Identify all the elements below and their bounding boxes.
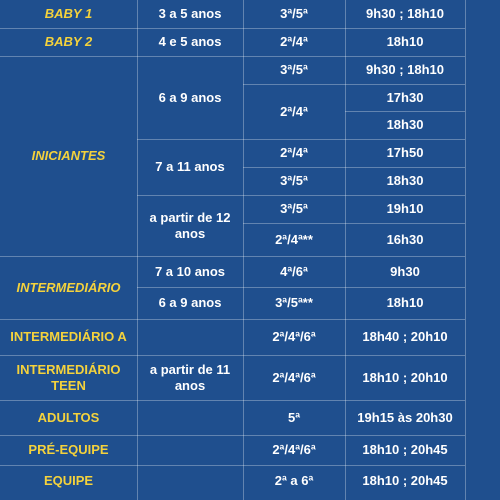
time-cell: 18h30 <box>386 117 424 132</box>
column-divider <box>465 0 466 500</box>
days-cell: 4ª/6ª <box>280 263 308 279</box>
days-cell: 2ª a 6ª <box>274 473 314 488</box>
time-cell: 9h30 ; 18h10 <box>365 62 445 77</box>
level-intermediario-teen: INTERMEDIÁRIO TEEN <box>16 361 121 393</box>
time-cell: 18h10 ; 20h45 <box>362 442 448 457</box>
level-iniciantes: INICIANTES <box>31 148 106 163</box>
days-cell: 2ª/4ª** <box>275 231 313 247</box>
days-cell: 2ª/4ª <box>280 145 308 160</box>
time-cell: 17h50 <box>386 145 424 160</box>
level-intermediario: INTERMEDIÁRIO <box>16 279 121 295</box>
level-equipe: EQUIPE <box>43 473 94 488</box>
age-cell <box>137 319 243 355</box>
time-cell: 18h10 ; 20h45 <box>362 473 448 488</box>
days-cell: 3ª/5ª <box>280 201 308 216</box>
age-cell: 3 a 5 anos <box>158 6 222 21</box>
level-baby-2: BABY 2 <box>44 34 93 49</box>
time-cell: 18h40 ; 20h10 <box>362 329 448 344</box>
time-cell: 19h15 às 20h30 <box>357 409 453 425</box>
days-cell: 2ª/4ª <box>280 103 308 119</box>
level-baby-1: BABY 1 <box>44 6 93 21</box>
days-cell: 5ª <box>287 409 301 425</box>
age-cell: 6 a 9 anos <box>158 295 222 310</box>
time-cell: 19h10 <box>386 201 424 216</box>
days-cell: 3ª/5ª <box>280 173 308 188</box>
time-cell: 18h30 <box>386 173 424 188</box>
level-adultos: ADULTOS <box>37 409 100 425</box>
days-cell: 3ª/5ª <box>280 6 308 21</box>
days-cell: 2ª/4ª <box>280 34 308 49</box>
days-cell: 3ª/5ª <box>280 62 308 77</box>
days-cell: 2ª/4ª/6ª <box>272 329 316 344</box>
age-cell: 7 a 10 anos <box>154 263 226 279</box>
age-cell: 4 e 5 anos <box>158 34 222 49</box>
days-cell: 2ª/4ª/6ª <box>272 442 316 457</box>
time-cell: 16h30 <box>386 231 424 247</box>
days-cell: 3ª/5ª** <box>275 295 313 310</box>
time-cell: 9h30 <box>390 263 420 279</box>
level-pre-equipe: PRÉ-EQUIPE <box>28 442 109 457</box>
time-cell: 18h10 <box>386 34 424 49</box>
time-cell: 9h30 ; 18h10 <box>365 6 445 21</box>
time-cell: 17h30 <box>386 89 424 105</box>
time-cell: 18h10 <box>386 295 424 310</box>
age-cell: a partir de 11 anos <box>149 361 231 393</box>
age-cell: 7 a 11 anos <box>155 159 225 174</box>
age-cell: a partir de 12 anos <box>149 209 231 241</box>
level-intermediario-a: INTERMEDIÁRIO A <box>10 329 127 344</box>
age-cell: 6 a 9 anos <box>158 89 222 105</box>
time-cell: 18h10 ; 20h10 <box>362 369 448 385</box>
days-cell: 2ª/4ª/6ª <box>272 369 316 385</box>
